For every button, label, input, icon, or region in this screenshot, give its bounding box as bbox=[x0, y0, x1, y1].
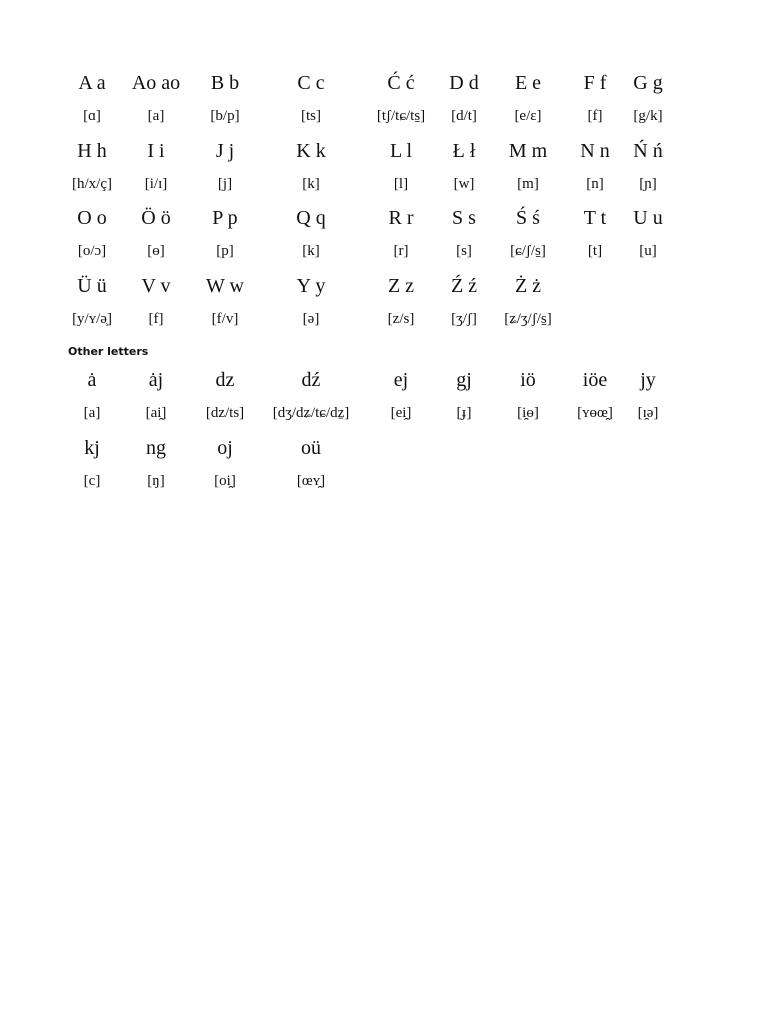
ipa-cell: [ei̯] bbox=[390, 405, 412, 421]
letter-cell: L l bbox=[389, 139, 413, 162]
ipa-cell: [ʒ/ʃ] bbox=[451, 310, 477, 327]
letter-cell: oü bbox=[301, 436, 321, 459]
letter-cell: N n bbox=[580, 139, 610, 162]
ipa-cell: [i̯ɵ] bbox=[517, 405, 539, 421]
ipa-cell: [a] bbox=[83, 405, 101, 421]
ipa-cell bbox=[624, 465, 672, 499]
letter-cell: C c bbox=[297, 72, 325, 94]
letter-cell: ȧ bbox=[87, 369, 97, 391]
ipa-cell: [ɲ] bbox=[639, 175, 657, 192]
ipa-cell: [c] bbox=[83, 472, 101, 489]
letter-cell: E e bbox=[514, 72, 542, 94]
letter-cell: gj bbox=[456, 369, 472, 391]
other-letters-table bbox=[64, 363, 672, 498]
letter-cell: Ś ś bbox=[516, 207, 540, 229]
letter-cell: G g bbox=[633, 72, 663, 94]
ipa-cell: [tʃ/tɕ/ts̠] bbox=[376, 108, 426, 124]
ipa-cell: [p] bbox=[216, 243, 234, 259]
letter-cell: Ń ń bbox=[633, 139, 663, 162]
ipa-cell: [z/s] bbox=[387, 310, 415, 327]
other-letters-heading: Other letters bbox=[68, 345, 149, 358]
letter-cell: ej bbox=[393, 369, 409, 391]
ipa-cell: [k] bbox=[302, 243, 320, 259]
ipa-cell: [r] bbox=[393, 243, 409, 259]
letter-cell: Q q bbox=[296, 207, 326, 229]
ipa-cell: [ŋ] bbox=[147, 472, 165, 489]
letter-cell: Ż ż bbox=[514, 274, 542, 297]
letter-cell: P p bbox=[212, 207, 238, 229]
letter-cell: O o bbox=[77, 207, 107, 229]
letter-cell bbox=[624, 269, 672, 303]
ipa-cell bbox=[438, 465, 490, 499]
ipa-cell: [ai̯] bbox=[145, 405, 167, 421]
ipa-cell bbox=[364, 465, 438, 499]
letter-cell: U u bbox=[633, 207, 663, 229]
letter-cell: iöe bbox=[582, 369, 608, 391]
ipa-cell: [f] bbox=[587, 108, 603, 124]
letter-cell: iö bbox=[520, 369, 536, 391]
ipa-cell: [a] bbox=[147, 108, 165, 124]
ipa-cell: [m] bbox=[517, 175, 539, 192]
letter-cell: H h bbox=[77, 139, 107, 162]
letter-cell: V v bbox=[141, 274, 171, 297]
ipa-cell: [ɪ̯ə] bbox=[637, 405, 659, 421]
ipa-cell: [k] bbox=[302, 175, 320, 192]
letter-cell bbox=[364, 431, 438, 465]
letter-cell: T t bbox=[583, 207, 607, 229]
ipa-cell: [h/x/ç] bbox=[72, 175, 112, 192]
letter-cell: Ł ł bbox=[452, 139, 476, 162]
letter-cell: S s bbox=[452, 207, 476, 229]
ipa-cell: [s] bbox=[456, 243, 472, 259]
ipa-cell: [l] bbox=[393, 175, 409, 192]
ipa-cell: [dz/ts] bbox=[205, 405, 245, 421]
ipa-cell: [y/ʏ/ə̹] bbox=[72, 310, 112, 327]
ipa-cell: [ɵ] bbox=[147, 243, 165, 259]
ipa-cell: [ə] bbox=[302, 310, 320, 327]
letter-cell: D d bbox=[449, 72, 479, 94]
letter-cell: A a bbox=[78, 72, 106, 94]
letter-cell bbox=[624, 431, 672, 465]
letter-cell: M m bbox=[508, 139, 548, 162]
letter-cell: Ao ao bbox=[131, 72, 181, 94]
ipa-cell: [t] bbox=[587, 243, 603, 259]
ipa-cell bbox=[490, 465, 566, 499]
letter-cell: R r bbox=[388, 207, 414, 229]
letter-cell: kj bbox=[84, 436, 100, 459]
letter-cell: W w bbox=[206, 274, 244, 297]
ipa-cell bbox=[566, 465, 624, 499]
ipa-cell: [œʏ̯] bbox=[296, 472, 326, 489]
letter-cell: dź bbox=[301, 369, 321, 391]
ipa-cell: [e/ɛ] bbox=[514, 108, 542, 124]
letter-cell bbox=[438, 431, 490, 465]
ipa-cell: [ʑ/ʒ/ʃ/s̠] bbox=[504, 310, 552, 327]
ipa-cell: [ts] bbox=[301, 108, 321, 124]
ipa-cell: [oi̯] bbox=[214, 472, 236, 489]
letter-cell: Ü ü bbox=[77, 274, 107, 297]
letter-cell: ȧj bbox=[148, 369, 164, 391]
letter-cell: K k bbox=[296, 139, 326, 162]
ipa-cell: [g/k] bbox=[633, 108, 663, 124]
ipa-cell: [f] bbox=[148, 310, 164, 327]
letter-cell: B b bbox=[210, 72, 240, 94]
letter-cell: I i bbox=[147, 139, 165, 162]
letter-cell: Y y bbox=[296, 274, 326, 297]
ipa-cell: [dʒ/dʑ/tɕ/dz̠] bbox=[272, 405, 350, 421]
letter-cell: oj bbox=[217, 436, 233, 459]
letter-cell: dz bbox=[215, 369, 235, 391]
ipa-cell: [ʏɵœ̯] bbox=[577, 405, 613, 421]
letter-cell: J j bbox=[215, 139, 235, 162]
letter-cell: Z z bbox=[387, 274, 415, 297]
letter-cell: jy bbox=[640, 369, 656, 391]
letter-cell: ng bbox=[146, 436, 166, 459]
ipa-cell: [w] bbox=[453, 175, 475, 192]
letter-cell: Ź ź bbox=[450, 274, 478, 297]
ipa-cell: [o/ɔ] bbox=[77, 243, 107, 259]
ipa-cell: [i/ɪ] bbox=[144, 175, 168, 192]
letter-cell bbox=[566, 269, 624, 303]
letter-cell: F f bbox=[583, 72, 607, 94]
ipa-cell: [n] bbox=[586, 175, 604, 192]
ipa-cell: [j] bbox=[217, 175, 233, 192]
letter-cell bbox=[566, 431, 624, 465]
ipa-cell: [ɑ] bbox=[83, 108, 101, 124]
letter-cell bbox=[490, 431, 566, 465]
main-alphabet-table bbox=[64, 66, 672, 336]
ipa-cell: [ɕ/ʃ/s̠] bbox=[510, 243, 546, 259]
ipa-cell: [d/t] bbox=[451, 108, 477, 124]
ipa-cell bbox=[566, 303, 624, 337]
ipa-cell: [b/p] bbox=[210, 108, 240, 124]
letter-cell: Ö ö bbox=[141, 207, 171, 229]
ipa-cell: [u] bbox=[639, 243, 657, 259]
ipa-cell: [ɟ] bbox=[456, 405, 472, 421]
letter-cell: Ć ć bbox=[387, 72, 415, 94]
ipa-cell: [f/v] bbox=[211, 310, 239, 327]
ipa-cell bbox=[624, 303, 672, 337]
